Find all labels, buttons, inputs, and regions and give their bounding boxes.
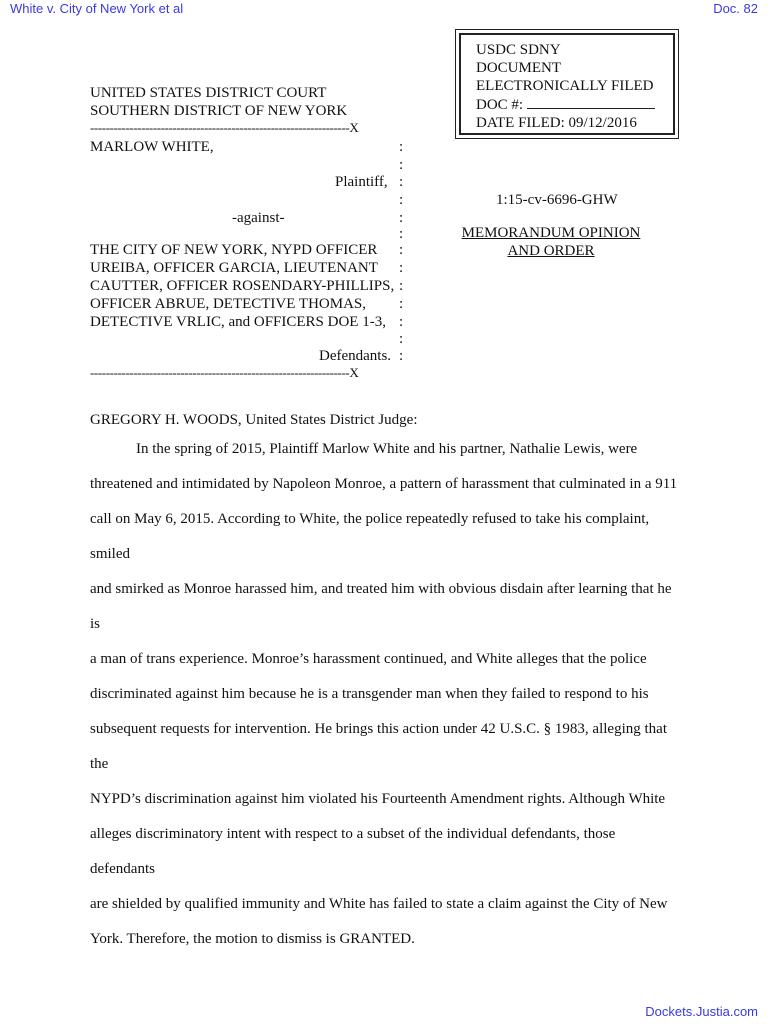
caption-colon: : [399, 260, 404, 276]
caption-rule-bottom: ------------------------------------------------------------------X [90, 366, 359, 380]
opinion-line: York. Therefore, the motion to dismiss is GRANTED. [90, 931, 415, 947]
stamp-electronic: ELECTRONICALLY FILED [476, 78, 654, 94]
case-title-link[interactable]: White v. City of New York et al [10, 1, 184, 16]
opinion-line: are shielded by qualified immunity and White has failed to state a claim against the City of New [90, 896, 668, 912]
opinion-line: NYPD’s discrimination against him violated his Fourteenth Amendment rights. Although White [90, 791, 666, 807]
caption-colon: : [399, 331, 404, 347]
opinion-line: threatened and intimidated by Napoleon Monroe, a pattern of harassment that culminated in a 911 [90, 476, 678, 492]
opinion-line: a man of trans experience. Monroe’s harassment continued, and White alleges that the police [90, 651, 647, 667]
filing-stamp [455, 29, 679, 139]
plaintiff-name: MARLOW WHITE, [90, 139, 214, 155]
opinion-line: and smirked as Monroe harassed him, and treated him with obvious disdain after learning that he is [90, 581, 672, 632]
court-district: SOUTHERN DISTRICT OF NEW YORK [90, 103, 348, 119]
stamp-court: USDC SDNY [476, 42, 561, 58]
defendant-line: DETECTIVE VRLIC, and OFFICERS DOE 1-3, [90, 314, 386, 330]
defendant-line: OFFICER ABRUE, DETECTIVE THOMAS, [90, 296, 366, 312]
caption-colon: : [399, 314, 404, 330]
caption-colon: : [399, 226, 404, 242]
caption-rule-top: ------------------------------------------------------------------X [90, 121, 359, 135]
opinion-line: subsequent requests for intervention. He brings this action under 42 U.S.C. § 1983, alleging that the [90, 721, 667, 772]
memo-title-line2: AND ORDER [507, 243, 595, 259]
caption-colon: : [399, 296, 404, 312]
doc-number-link[interactable]: Doc. 82 [713, 1, 758, 16]
defendant-line: CAUTTER, OFFICER ROSENDARY-PHILLIPS, [90, 278, 395, 294]
opinion-paragraph [90, 432, 680, 957]
caption-colon: : [399, 278, 404, 294]
stamp-doc-number [476, 95, 673, 114]
justia-footer-link[interactable]: Dockets.Justia.com [645, 1004, 758, 1019]
against-label: -against- [232, 210, 285, 226]
judge-line: GREGORY H. WOODS, United States District Judge: [90, 412, 418, 428]
plaintiff-label: Plaintiff, [335, 174, 388, 190]
caption-colon: : [399, 348, 404, 364]
stamp-document: DOCUMENT [476, 60, 561, 76]
opinion-line: call on May 6, 2015. According to White, the police repeatedly refused to take his complaint, smiled [90, 511, 650, 562]
case-number: 1:15-cv-6696-GHW [496, 192, 618, 208]
caption-colon: : [399, 157, 404, 173]
court-name: UNITED STATES DISTRICT COURT [90, 85, 327, 101]
defendant-line: UREIBA, OFFICER GARCIA, LIEUTENANT [90, 260, 378, 276]
stamp-date-filed: DATE FILED: 09/12/2016 [476, 115, 637, 131]
filing-stamp-inner [459, 33, 675, 135]
opinion-line: discriminated against him because he is a transgender man when they failed to respond to his [90, 686, 649, 702]
memo-title-line1: MEMORANDUM OPINION [461, 225, 641, 241]
caption-colon: : [399, 242, 404, 258]
defendants-label: Defendants. [319, 348, 392, 364]
defendant-line: THE CITY OF NEW YORK, NYPD OFFICER [90, 242, 378, 258]
caption-colon: : [399, 192, 404, 208]
caption-colon: : [399, 139, 404, 155]
opinion-line: alleges discriminatory intent with respect to a subset of the individual defendants, those defendants [90, 826, 616, 877]
stamp-doc-blank [527, 95, 655, 109]
opinion-line: In the spring of 2015, Plaintiff Marlow White and his partner, Nathalie Lewis, were [136, 441, 638, 457]
caption-colon: : [399, 210, 404, 226]
caption-colon: : [399, 174, 404, 190]
stamp-doc-label: DOC #: [476, 97, 524, 113]
